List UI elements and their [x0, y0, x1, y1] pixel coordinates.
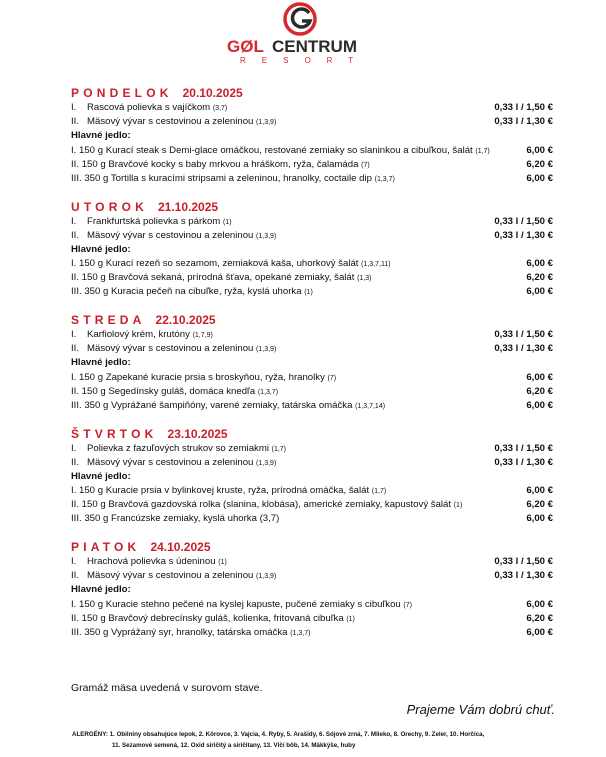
- dish-weight: 150 g: [79, 258, 104, 270]
- main-dish-row: [71, 626, 553, 640]
- day-date: 23.10.2025: [167, 426, 228, 441]
- dish-allergens: (1,3,9): [256, 459, 277, 467]
- dish-description: [71, 271, 372, 285]
- dish-price: 6,00 €: [526, 598, 553, 610]
- dish-allergens: (1,3): [357, 275, 372, 283]
- main-dish-row: [71, 498, 553, 512]
- dish-allergens: (1,7,9): [192, 332, 213, 340]
- day-name: PIATOK: [71, 540, 141, 555]
- dish-price: 6,20 €: [526, 612, 553, 624]
- dish-price: 6,20 €: [526, 385, 553, 397]
- main-dish-row: [71, 257, 553, 271]
- logo-brand-right: CENTRUM: [272, 37, 357, 56]
- dish-description: [71, 498, 462, 512]
- day-section: [71, 199, 553, 300]
- dish-allergens: (1,7): [371, 488, 387, 496]
- day-section: [71, 426, 553, 527]
- main-dish-row: [71, 144, 553, 158]
- dish-weight: 150 g: [81, 612, 106, 624]
- dish-weight: 150 g: [81, 499, 106, 511]
- main-dish-row: [71, 172, 553, 186]
- day-heading: [71, 539, 553, 555]
- dish-description: [71, 626, 310, 640]
- item-number: II.: [71, 612, 79, 624]
- allergens-line-2: 11. Sezamové semená, 12. Oxid siričitý a siričitany, 13. Vlčí bôb, 14. Mäkkýše, huby: [112, 742, 356, 749]
- dish-name: Vyprážané šampiňóny, varené zemiaky, tatárska omáčka: [111, 399, 353, 411]
- dish-allergens: (1,3,7): [257, 388, 279, 396]
- dish-allergens: (7): [361, 161, 370, 169]
- dish-description: [71, 456, 276, 470]
- dish-allergens: (1): [304, 289, 313, 297]
- dish-allergens: (7): [403, 601, 412, 609]
- dish-description: [71, 569, 276, 583]
- item-number: I.: [71, 371, 77, 383]
- item-number: III.: [71, 627, 82, 638]
- dish-weight: 150 g: [79, 144, 104, 156]
- main-course-label: Hlavné jedlo:: [71, 470, 131, 482]
- weight-note: Gramáž mäsa uvedená v surovom stave.: [71, 682, 263, 694]
- dish-name: Mäsový vývar s cestovinou a zeleninou: [87, 229, 254, 241]
- allergens-legend: [72, 729, 562, 751]
- dish-allergens: (1): [218, 559, 227, 567]
- dish-allergens: (1,3,9): [256, 232, 277, 240]
- dish-price: 6,00 €: [526, 399, 553, 411]
- dish-description: [71, 371, 336, 385]
- dish-name: Bravčová gazdovská rolka (slanina, klobása), americké zemiaky, kapustový šalát: [108, 499, 452, 511]
- day-date: 22.10.2025: [155, 313, 216, 328]
- item-number: II.: [71, 456, 79, 468]
- dish-name: Rascová polievka s vajíčkom: [87, 102, 211, 113]
- main-course-label: Hlavné jedlo:: [71, 584, 131, 596]
- dish-description: [71, 172, 395, 186]
- dish-allergens: (3,7): [212, 105, 228, 112]
- item-number: I.: [71, 215, 77, 227]
- main-dish-row: [71, 285, 553, 299]
- soup-row: [71, 115, 553, 129]
- dish-allergens: (1,3,7,11): [361, 261, 391, 269]
- dish-allergens: (1,7): [475, 147, 490, 155]
- dish-price: 0,33 l / 1,30 €: [494, 343, 553, 355]
- dish-weight: 350 g: [84, 286, 109, 298]
- dish-price: 0,33 l / 1,50 €: [494, 102, 553, 113]
- dish-weight: 350 g: [84, 399, 109, 411]
- dish-name: Mäsový vývar s cestovinou a zeleninou: [87, 343, 254, 355]
- soup-row: [71, 342, 553, 356]
- dish-price: 6,20 €: [526, 499, 553, 511]
- dish-name: Segedínsky guláš, domáca knedľa: [108, 385, 256, 397]
- dish-allergens: (7): [327, 374, 337, 382]
- dish-price: 0,33 l / 1,30 €: [494, 456, 553, 468]
- weekly-menu: [71, 85, 553, 653]
- dish-price: 6,00 €: [526, 513, 553, 525]
- soup-row: [71, 569, 553, 583]
- item-number: I.: [71, 102, 77, 113]
- day-date: 24.10.2025: [150, 540, 211, 555]
- dish-description: [71, 257, 391, 271]
- dish-price: 0,33 l / 1,50 €: [494, 329, 553, 341]
- item-number: I.: [71, 556, 77, 568]
- main-course-label: Hlavné jedlo:: [71, 130, 131, 142]
- dish-allergens: (1): [346, 615, 355, 623]
- day-section: [71, 85, 553, 186]
- item-number: I.: [71, 144, 77, 156]
- day-section: [71, 312, 553, 413]
- dish-name: Kuracia pečeň na cibuľke, ryža, kyslá uhorka: [111, 286, 302, 298]
- dish-name: Mäsový vývar s cestovinou a zeleninou: [87, 570, 254, 582]
- dish-description: [71, 598, 412, 612]
- item-number: II.: [71, 116, 79, 128]
- dish-description: [71, 229, 276, 243]
- dish-name: Tortilla s kuracími stripsami a zeleninou, hranolky, coctaile dip: [110, 172, 372, 184]
- day-date: 20.10.2025: [182, 86, 243, 100]
- dish-allergens: (1,3,7,14): [355, 402, 386, 410]
- dish-name: Frankfurtská polievka s párkom: [87, 215, 221, 227]
- logo-brand-left: GØL: [227, 37, 264, 56]
- dish-price: 6,00 €: [526, 485, 553, 497]
- dish-allergens: (1,7): [271, 445, 287, 453]
- dish-allergens: (1,3,7): [290, 630, 311, 637]
- item-number: II.: [71, 343, 79, 355]
- dish-description: [71, 484, 386, 498]
- dish-price: 0,33 l / 1,50 €: [494, 556, 553, 568]
- item-number: I.: [71, 329, 77, 341]
- dish-weight: 350 g: [84, 627, 109, 638]
- item-number: I.: [71, 598, 77, 610]
- dish-description: [71, 144, 490, 158]
- day-name: STREDA: [71, 313, 146, 328]
- dish-name: Karfiolový krém, krutóny: [87, 329, 190, 341]
- dish-price: 6,00 €: [526, 286, 553, 298]
- main-dish-row: [71, 158, 553, 172]
- item-number: III.: [71, 286, 82, 298]
- dish-description: [71, 328, 213, 342]
- main-dish-row: [71, 512, 553, 526]
- item-number: II.: [71, 385, 79, 397]
- dish-name: Kurací rezeň so sezamom, zemiaková kaša, uhorkový šalát: [105, 258, 359, 270]
- gol-centrum-logo: [0, 0, 606, 66]
- dish-name: Bravčové kocky s baby mrkvou a hráškom, ryža, čalamáda: [108, 158, 359, 170]
- soup-row: [71, 456, 553, 470]
- dish-price: 6,00 €: [526, 371, 553, 383]
- dish-name: Mäsový vývar s cestovinou a zeleninou: [87, 116, 254, 128]
- main-dish-row: [71, 484, 553, 498]
- day-heading: [71, 85, 553, 101]
- item-number: I.: [71, 442, 77, 454]
- dish-price: 0,33 l / 1,50 €: [494, 442, 553, 454]
- dish-description: [71, 442, 286, 456]
- item-number: II.: [71, 272, 79, 284]
- dish-name: Zapekané kuracie prsia s broskyňou, ryža, hranolky: [105, 371, 325, 383]
- dish-price: 6,00 €: [526, 144, 553, 156]
- item-number: I.: [71, 485, 77, 497]
- dish-price: 6,20 €: [526, 272, 553, 284]
- dish-name: Kuracie prsia v bylinkovej kruste, ryža, prírodná omáčka, šalát: [105, 485, 370, 497]
- item-number: III.: [71, 513, 82, 525]
- dish-weight: 150 g: [81, 158, 106, 170]
- main-dish-row: [71, 598, 553, 612]
- dish-price: 6,00 €: [526, 258, 553, 270]
- day-name: ŠTVRTOK: [71, 426, 158, 441]
- item-number: II.: [71, 570, 79, 582]
- dish-weight: 150 g: [79, 485, 104, 497]
- dish-name: Vyprážaný syr, hranolky, tatárska omáčka: [111, 627, 288, 638]
- dish-description: [71, 512, 279, 526]
- day-name: UTOROK: [71, 199, 148, 214]
- dish-name: Kurací steak s Demi-glace omáčkou, restované zemiaky so slaninkou a cibuľkou, šalát: [105, 144, 473, 156]
- item-number: II.: [71, 229, 79, 241]
- main-dish-row: [71, 371, 553, 385]
- day-section: [71, 539, 553, 640]
- dish-description: [71, 385, 278, 399]
- soup-row: [71, 555, 553, 569]
- dish-name: Kuracie stehno pečené na kyslej kapuste, pučené zemiaky s cibuľkou: [105, 598, 401, 610]
- dish-name: Bravčový debrecínsky guláš, kolienka, fritovaná cibuľka: [108, 612, 344, 624]
- bon-appetit: Prajeme Vám dobrú chuť.: [406, 702, 555, 717]
- dish-description: [71, 399, 385, 413]
- soup-row: [71, 215, 553, 229]
- dish-description: [71, 158, 370, 172]
- logo-tagline: RESORT: [240, 56, 370, 65]
- dish-price: 0,33 l / 1,30 €: [494, 116, 553, 128]
- day-heading: [71, 426, 553, 442]
- dish-allergens: (1,3,9): [256, 346, 277, 354]
- dish-name: Hrachová polievka s údeninou: [87, 556, 216, 568]
- dish-price: 0,33 l / 1,50 €: [494, 215, 553, 227]
- dish-name: Francúzske zemiaky, kyslá uhorka (3,7): [111, 513, 280, 525]
- dish-weight: 350 g: [84, 513, 109, 525]
- item-number: III.: [71, 399, 82, 411]
- dish-description: [71, 612, 355, 626]
- dish-weight: 150 g: [79, 598, 104, 610]
- item-number: II.: [71, 158, 79, 170]
- soup-row: [71, 442, 553, 456]
- day-heading: [71, 199, 553, 215]
- dish-price: 6,20 €: [526, 158, 553, 170]
- dish-allergens: (1): [222, 218, 232, 226]
- dish-weight: 150 g: [81, 272, 106, 284]
- main-dish-row: [71, 399, 553, 413]
- main-course-label: Hlavné jedlo:: [71, 357, 131, 369]
- dish-description: [71, 115, 276, 129]
- dish-name: Mäsový vývar s cestovinou a zeleninou: [87, 456, 254, 468]
- item-number: II.: [71, 499, 79, 511]
- dish-name: Bravčová sekaná, prírodná šťava, opekané zemiaky, šalát: [108, 272, 355, 284]
- dish-allergens: (1): [453, 502, 463, 510]
- dish-price: 6,00 €: [526, 172, 553, 184]
- main-dish-row: [71, 385, 553, 399]
- item-number: I.: [71, 258, 77, 270]
- dish-description: [71, 285, 313, 299]
- item-number: III.: [71, 172, 82, 184]
- dish-description: [71, 101, 227, 115]
- dish-allergens: (1,3,7): [374, 175, 395, 183]
- main-course-label: Hlavné jedlo:: [71, 243, 131, 255]
- main-dish-row: [71, 612, 553, 626]
- soup-row: [71, 328, 553, 342]
- dish-price: 0,33 l / 1,30 €: [494, 229, 553, 241]
- dish-description: [71, 555, 227, 569]
- dish-allergens: (1,3,9): [256, 119, 277, 127]
- dish-description: [71, 215, 232, 229]
- day-heading: [71, 312, 553, 328]
- day-date: 21.10.2025: [157, 199, 219, 214]
- dish-description: [71, 342, 276, 356]
- dish-name: Polievka z fazuľových strukov so zemiakmi: [87, 442, 269, 454]
- soup-row: [71, 101, 553, 115]
- dish-price: 6,00 €: [526, 627, 553, 638]
- dish-weight: 350 g: [84, 172, 109, 184]
- day-name: PONDELOK: [71, 86, 173, 100]
- main-dish-row: [71, 271, 553, 285]
- dish-price: 0,33 l / 1,30 €: [494, 570, 553, 582]
- soup-row: [71, 229, 553, 243]
- dish-allergens: (1,3,9): [256, 573, 277, 581]
- allergens-line-1: ALERGÉNY: 1. Obilniny obsahujúce lepok, 2. Kôrovce, 3. Vajcia, 4. Ryby, 5. Arašidy, 6. Sójové zrná, 7. Mlieko, 8. Orechy, 9. Zeler, 10. Horčica,: [72, 731, 485, 738]
- dish-weight: 150 g: [81, 385, 106, 397]
- dish-weight: 150 g: [79, 371, 104, 383]
